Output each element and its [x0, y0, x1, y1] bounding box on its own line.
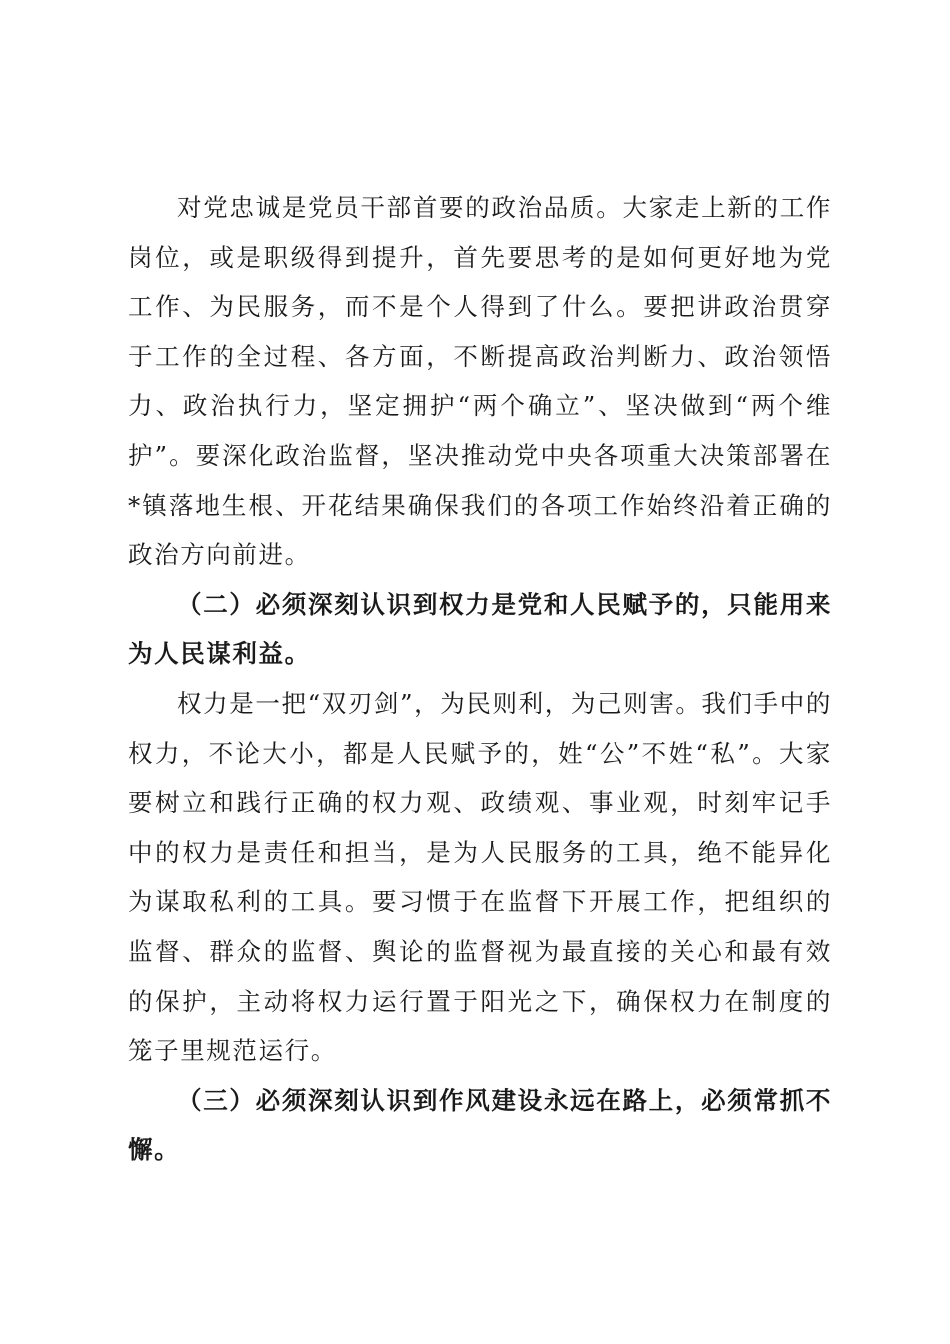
section-heading: （三）必须深刻认识到作风建设永远在路上，必须常抓不懈。 — [128, 1085, 832, 1165]
document-body — [128, 183, 832, 1175]
body-paragraph: 对党忠诚是党员干部首要的政治品质。大家走上新的工作岗位，或是职级得到提升，首先要思考的是如何更好地为党工作、为民服务，而不是个人得到了什么。要把讲政治贯穿于工作的全过程、各方面，不断提高政治判断力、政治领悟力、政治执行力，坚定拥护“两个确立”、坚决做到“两个维护”。要深化政治监督，坚决推动党中央各项重大决策部署在*镇落地生根、开花结果确保我们的各项工作始终沿着正确的政治方向前进。 — [128, 193, 832, 570]
section-heading: （二）必须深刻认识到权力是党和人民赋予的，只能用来为人民谋利益。 — [128, 589, 832, 669]
body-paragraph: 权力是一把“双刃剑”，为民则利，为己则害。我们手中的权力，不论大小，都是人民赋予的，姓“公”不姓“私”。大家要树立和践行正确的权力观、政绩观、事业观，时刻牢记手中的权力是责任和担当，是为人民服务的工具，绝不能异化为谋取私利的工具。要习惯于在监督下开展工作，把组织的监督、群众的监督、舆论的监督视为最直接的关心和最有效的保护，主动将权力运行置于阳光之下，确保权力在制度的笼子里规范运行。 — [128, 688, 832, 1066]
